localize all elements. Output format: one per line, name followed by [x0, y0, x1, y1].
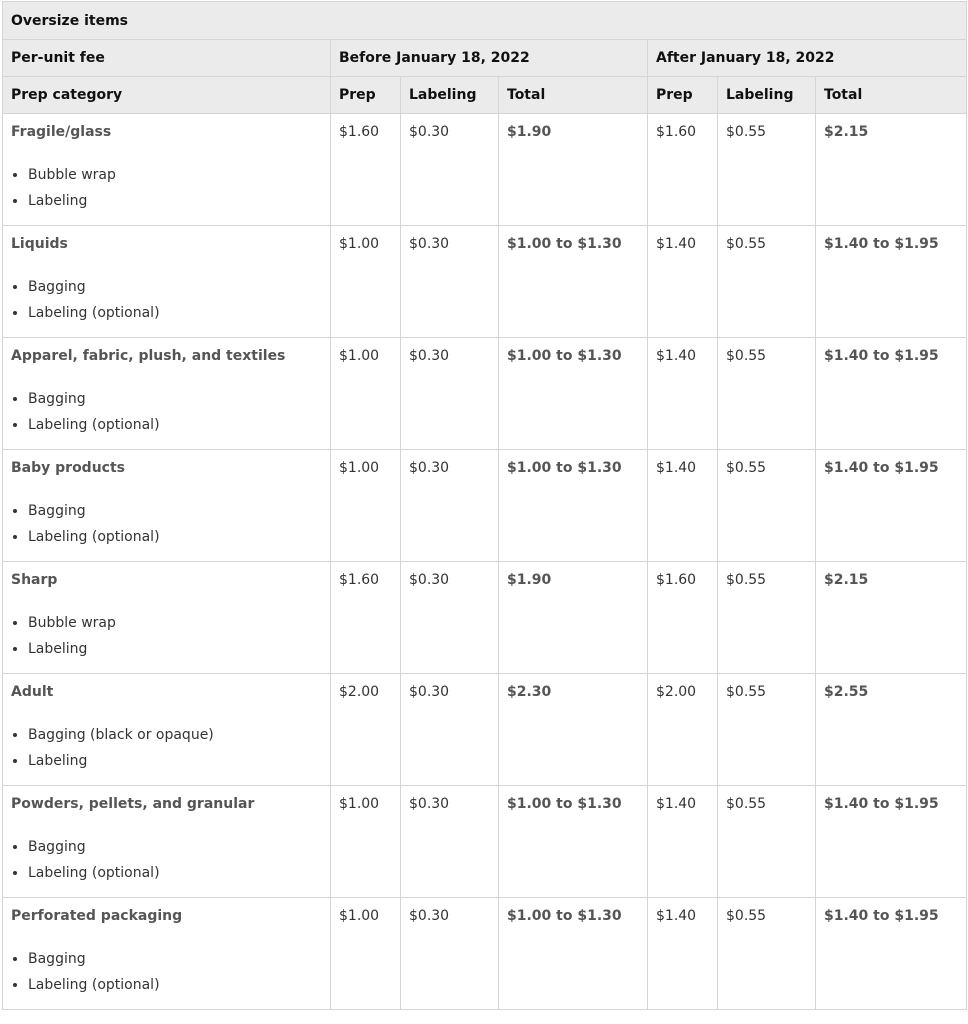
prep-step: • Bubble wrap	[28, 162, 322, 188]
prep-step: • Labeling (optional)	[28, 412, 322, 438]
before-total-fee: $1.00 to $1.30	[499, 226, 648, 338]
prep-category-cell	[3, 114, 331, 226]
before-total-fee: $1.00 to $1.30	[499, 786, 648, 898]
after-prep-fee: $1.40	[648, 898, 718, 1010]
before-prep-fee: $1.60	[331, 562, 401, 674]
prep-category-header: Prep category	[3, 77, 331, 114]
prep-step: • Labeling (optional)	[28, 860, 322, 886]
after-prep-fee: $1.60	[648, 562, 718, 674]
after-labeling-fee: $0.55	[718, 786, 816, 898]
prep-category-name: Fragile/glass	[11, 124, 112, 140]
oversize-fee-table	[2, 1, 967, 1010]
prep-category-name: Adult	[11, 684, 54, 700]
after-prep-fee: $1.40	[648, 786, 718, 898]
prep-category-cell	[3, 226, 331, 338]
prep-category-name: Sharp	[11, 572, 58, 588]
prep-step: • Bagging	[28, 498, 322, 524]
after-labeling-fee: $0.55	[718, 450, 816, 562]
after-prep-header: Prep	[648, 77, 718, 114]
after-prep-fee: $1.40	[648, 338, 718, 450]
before-prep-fee: $1.00	[331, 898, 401, 1010]
before-prep-header: Prep	[331, 77, 401, 114]
before-total-header: Total	[499, 77, 648, 114]
table-row	[3, 226, 967, 338]
per-unit-fee-header: Per-unit fee	[3, 40, 331, 77]
before-labeling-fee: $0.30	[401, 338, 499, 450]
before-prep-fee: $2.00	[331, 674, 401, 786]
after-labeling-fee: $0.55	[718, 338, 816, 450]
prep-step: • Labeling (optional)	[28, 300, 322, 326]
table-row	[3, 338, 967, 450]
before-total-fee: $1.90	[499, 114, 648, 226]
before-total-fee: $1.90	[499, 562, 648, 674]
before-labeling-fee: $0.30	[401, 562, 499, 674]
prep-step: • Bagging	[28, 946, 322, 972]
prep-steps-list	[11, 498, 322, 550]
before-labeling-fee: $0.30	[401, 114, 499, 226]
before-prep-fee: $1.00	[331, 338, 401, 450]
after-labeling-fee: $0.55	[718, 114, 816, 226]
after-total-fee: $2.55	[816, 674, 967, 786]
prep-steps-list	[11, 162, 322, 214]
table-row	[3, 898, 967, 1010]
after-labeling-header: Labeling	[718, 77, 816, 114]
before-labeling-fee: $0.30	[401, 674, 499, 786]
after-total-fee: $2.15	[816, 562, 967, 674]
prep-category-name: Apparel, fabric, plush, and textiles	[11, 348, 286, 364]
before-total-fee: $1.00 to $1.30	[499, 338, 648, 450]
after-labeling-fee: $0.55	[718, 562, 816, 674]
after-total-fee: $2.15	[816, 114, 967, 226]
after-prep-fee: $1.60	[648, 114, 718, 226]
prep-step: • Labeling (optional)	[28, 972, 322, 998]
prep-step: • Labeling (optional)	[28, 524, 322, 550]
before-total-fee: $1.00 to $1.30	[499, 898, 648, 1010]
prep-steps-list	[11, 946, 322, 998]
prep-step: • Labeling	[28, 188, 322, 214]
prep-category-cell	[3, 450, 331, 562]
after-labeling-fee: $0.55	[718, 674, 816, 786]
prep-category-name: Baby products	[11, 460, 125, 476]
prep-category-cell	[3, 898, 331, 1010]
prep-step: • Bubble wrap	[28, 610, 322, 636]
after-total-header: Total	[816, 77, 967, 114]
table-row	[3, 114, 967, 226]
table-row	[3, 450, 967, 562]
before-labeling-fee: $0.30	[401, 450, 499, 562]
before-labeling-header: Labeling	[401, 77, 499, 114]
before-labeling-fee: $0.30	[401, 226, 499, 338]
after-prep-fee: $1.40	[648, 450, 718, 562]
table-title-row	[3, 2, 967, 40]
prep-category-name: Liquids	[11, 236, 68, 252]
prep-steps-list	[11, 834, 322, 886]
column-header-row	[3, 77, 967, 114]
after-date-header: After January 18, 2022	[648, 40, 967, 77]
after-total-fee: $1.40 to $1.95	[816, 338, 967, 450]
prep-category-name: Perforated packaging	[11, 908, 183, 924]
table-row	[3, 562, 967, 674]
prep-category-cell	[3, 674, 331, 786]
table-title: Oversize items	[3, 2, 967, 40]
before-total-fee: $1.00 to $1.30	[499, 450, 648, 562]
prep-category-cell	[3, 338, 331, 450]
prep-steps-list	[11, 386, 322, 438]
after-total-fee: $1.40 to $1.95	[816, 226, 967, 338]
prep-step: • Bagging	[28, 274, 322, 300]
before-prep-fee: $1.00	[331, 786, 401, 898]
before-total-fee: $2.30	[499, 674, 648, 786]
prep-steps-list	[11, 610, 322, 662]
prep-step: • Bagging (black or opaque)	[28, 722, 322, 748]
before-prep-fee: $1.60	[331, 114, 401, 226]
before-prep-fee: $1.00	[331, 226, 401, 338]
table-row	[3, 786, 967, 898]
prep-step: • Bagging	[28, 834, 322, 860]
prep-category-cell	[3, 562, 331, 674]
prep-step: • Labeling	[28, 636, 322, 662]
before-prep-fee: $1.00	[331, 450, 401, 562]
before-labeling-fee: $0.30	[401, 898, 499, 1010]
before-date-header: Before January 18, 2022	[331, 40, 648, 77]
table-row	[3, 674, 967, 786]
after-prep-fee: $1.40	[648, 226, 718, 338]
after-total-fee: $1.40 to $1.95	[816, 786, 967, 898]
after-prep-fee: $2.00	[648, 674, 718, 786]
prep-category-cell	[3, 786, 331, 898]
prep-step: • Bagging	[28, 386, 322, 412]
period-header-row	[3, 40, 967, 77]
after-total-fee: $1.40 to $1.95	[816, 898, 967, 1010]
prep-step: • Labeling	[28, 748, 322, 774]
after-labeling-fee: $0.55	[718, 898, 816, 1010]
before-labeling-fee: $0.30	[401, 786, 499, 898]
after-total-fee: $1.40 to $1.95	[816, 450, 967, 562]
prep-steps-list	[11, 274, 322, 326]
after-labeling-fee: $0.55	[718, 226, 816, 338]
prep-steps-list	[11, 722, 322, 774]
prep-category-name: Powders, pellets, and granular	[11, 796, 255, 812]
